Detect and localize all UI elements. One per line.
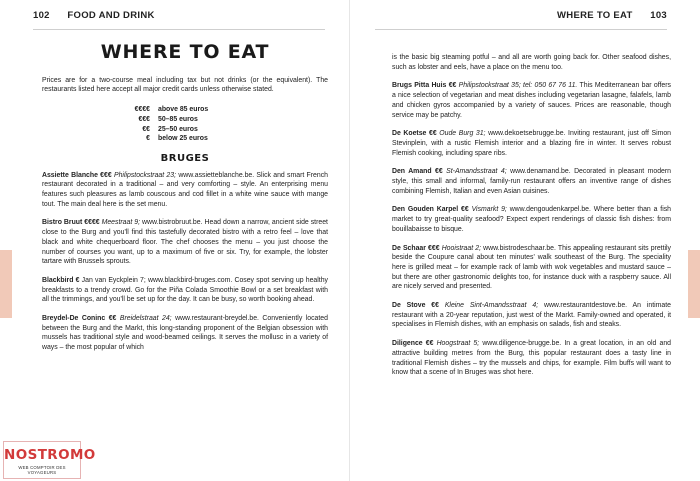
right-thumb-tab	[688, 250, 700, 318]
city-subheading: BRUGES	[160, 152, 210, 164]
restaurant-name: Diligence €€	[392, 340, 434, 348]
restaurant-address: St-Amandsstraat 4;	[446, 168, 507, 176]
restaurant-address: Kleine Sint-Amandsstraat 4;	[444, 302, 539, 310]
price-label: 50–85 euros	[158, 115, 198, 123]
price-intro: Prices are for a two-course meal including tax but not drinks (or the equivalent). The restaurants listed here accept all major credit cards unless otherwise stated.	[42, 76, 328, 94]
restaurant-address: Meestraat 9;	[101, 219, 140, 227]
restaurant-name: De Koetse €€	[392, 130, 437, 138]
restaurant-description: This Mediterranean bar offers a nice selection of vegetarian and meat dishes including vegetarian lasagne, falafels, lamb and chicken gyros accompanied by a variety of sauces. Prices are reasonable, though service may be patchy.	[392, 82, 671, 119]
right-page	[350, 0, 700, 481]
restaurant-description: www.bistrodeschaar.be. This appealing restaurant sits prettily beside the Coupure canal about ten minutes' walk southeast of the Burg. The speciality here is grilled meat – for example rack of lamb with wok vegetables and mustard sauce – but there are other gastronomic delights too, for instance duck with a raspberry sauce. All are nicely served and presented.	[392, 244, 672, 291]
restaurant-name: Bistro Bruut €€€€	[42, 219, 100, 227]
restaurant-description: www.denamand.be. Decorated in pleasant modern style, this small and informal, family-run restaurant offers an inventive range of dishes combining Flemish, Italian and even Asian cuisines.	[392, 168, 671, 195]
restaurant-description: www.restaurantdestove.be. An intimate restaurant with a 20-year reputation, just west of the Markt. Family-owned and operated, it specialises in Flemish dishes, with an emphasis on salads, fish and steaks.	[392, 302, 671, 329]
restaurant-entry	[42, 314, 328, 353]
restaurant-address: Oude Burg 31;	[439, 130, 486, 138]
restaurant-entry	[42, 171, 328, 210]
nostromo-tagline: WEB COMPTOIR DES VOYAGEURS	[18, 465, 66, 475]
nostromo-stamp	[3, 441, 96, 479]
restaurant-description: www.restaurant-breydel.be. Conveniently located between the Burg and the Markt, this long-standing proponent of the Belgian obsession with mussels has traditional style and wood-beamed ceilings. It serves the mollusc in a variety of ways – the most popular of which	[42, 315, 328, 352]
restaurant-name: Den Amand €€	[392, 168, 443, 176]
restaurant-description: www.dengoudenkarpel.be. Where better than a fish market to try great-quality seafood? Expect expert renderings of classic fish dishes: from bouillabaisse to bisque.	[392, 206, 672, 233]
right-section-title: WHERE TO EAT	[557, 10, 633, 21]
price-symbol: €	[146, 135, 150, 143]
restaurant-description: www.dekoetsebrugge.be. Inviting restaurant, just off Simon Stevinplein, with a rustic Flemish interior and a blazing fire in winter. It serves robust Flemish cooking, including spare ribs.	[392, 130, 672, 157]
restaurant-name: De Stove €€	[392, 302, 439, 310]
price-label: 25–50 euros	[158, 125, 198, 133]
restaurant-name: De Schaar €€€	[392, 244, 440, 252]
page-title: WHERE TO EAT	[100, 41, 270, 63]
right-page-header	[375, 10, 667, 24]
restaurant-name: Blackbird €	[42, 276, 80, 284]
restaurant-address: Philipstockstraat 23;	[113, 171, 177, 179]
left-page-number: 102	[33, 10, 50, 21]
continued-text: is the basic big steaming potful – and all are worth going back for. Other seafood dishes, such as lobster and eels, have a place on the menu too.	[392, 54, 671, 71]
restaurant-address: Hoogstraat 5;	[436, 340, 480, 348]
price-key	[42, 105, 328, 144]
restaurant-name: Brugs Pitta Huis €€	[392, 82, 457, 90]
left-page-header	[33, 10, 325, 24]
restaurant-entry	[42, 218, 328, 267]
restaurant-address: Breidelstraat 24;	[119, 315, 172, 323]
restaurant-entry	[392, 339, 671, 378]
restaurant-entry	[392, 167, 671, 196]
right-column	[392, 53, 671, 387]
price-key-row	[42, 115, 328, 125]
price-symbol: €€	[142, 125, 150, 133]
left-header-rule	[33, 29, 325, 30]
restaurant-entry	[392, 205, 671, 234]
restaurant-description: www.bistrobruut.be. Head down a narrow, ancient side street close to the Burg and you'll find this tastefully decorated bistro with a retro feel – love that black and white chequerboard floor. The chef chooses the menu – you just choose the number of courses you want, up to a maximum of five or six. Try, for example, the lobster tartare with Brussels sprouts.	[42, 219, 328, 266]
price-key-row	[42, 125, 328, 135]
right-page-number: 103	[650, 10, 667, 21]
restaurant-address: Vismarkt 9;	[471, 206, 507, 214]
restaurant-name: Assiette Blanche €€€	[42, 171, 112, 179]
restaurant-entry	[392, 129, 671, 158]
restaurant-address: Philipstockstraat 35; tel: 050 67 76 11.	[458, 82, 578, 90]
restaurant-entry	[392, 301, 671, 330]
left-column	[42, 36, 328, 362]
price-key-row	[42, 105, 328, 115]
restaurant-address: Hooistraat 2;	[441, 244, 481, 252]
restaurant-entry	[392, 244, 671, 293]
price-symbol: €€€€	[134, 106, 150, 114]
price-key-row	[42, 134, 328, 144]
restaurant-entry	[42, 276, 328, 305]
left-thumb-tab	[0, 250, 12, 318]
nostromo-logo: NOSTROMO	[4, 447, 96, 463]
price-label: above 85 euros	[158, 106, 209, 114]
restaurant-description: www.diligence-brugge.be. In a great location, in an old and attractive building metres from the Burg, this popular restaurant does a tasty line in traditional Flemish dishes – try the mussels and chips, for example. Film buffs will want to know that a scene of In Bruges was shot here.	[392, 340, 671, 377]
price-label: below 25 euros	[158, 135, 208, 143]
right-header-rule	[375, 29, 667, 30]
restaurant-name: Den Gouden Karpel €€	[392, 206, 469, 214]
price-symbol: €€€	[138, 115, 150, 123]
book-gutter	[349, 0, 350, 481]
restaurant-name: Breydel-De Coninc €€	[42, 315, 117, 323]
restaurant-entry	[392, 81, 671, 120]
restaurant-description: www.assietteblanche.be. Slick and smart French restaurant decorated in a traditional – and very comforting – style. An enterprising menu features such pleasures as lamb couscous and cod fillet in a white wine sauce with mange tout. The main deal here is the set menu.	[42, 171, 329, 208]
left-section-title: FOOD AND DRINK	[67, 10, 155, 21]
restaurant-description: Jan van Eyckplein 7; www.blackbird-bruges.com. Cosey spot serving up healthy breakfasts to a trendy crowd. Go for the Piña Colada Smoothie Bowl or a set breakfast with all the trimmings, and you'll be set up for the day. It can be busy, so worth booking ahead.	[42, 276, 328, 304]
